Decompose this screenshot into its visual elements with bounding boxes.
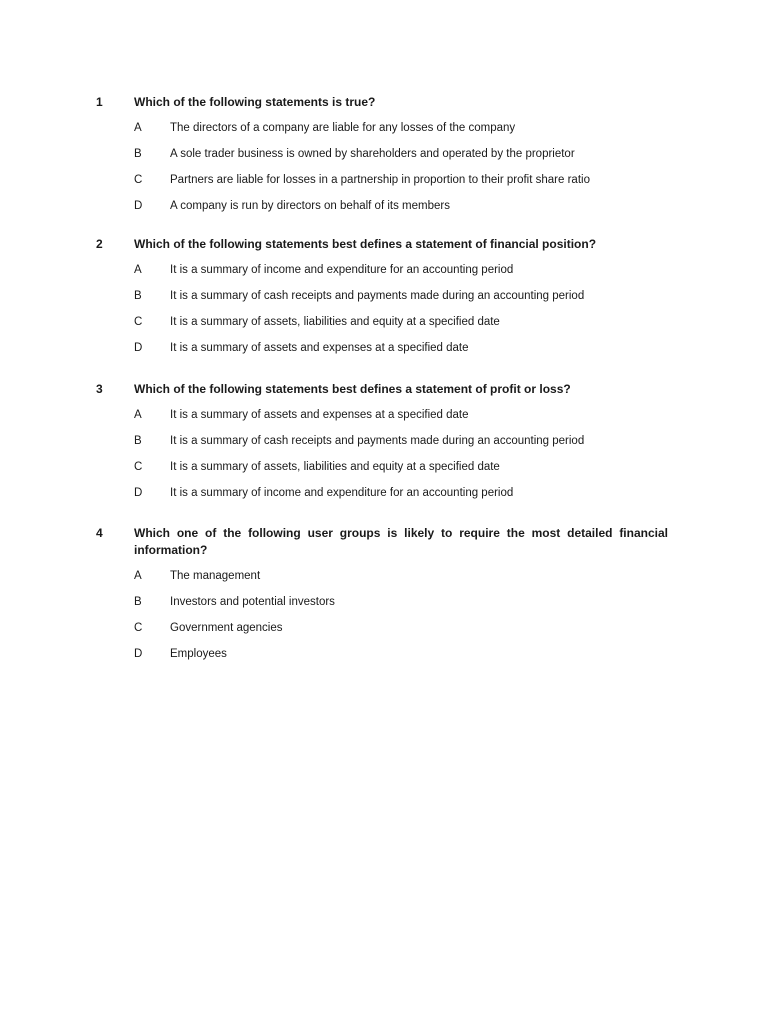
option-text: It is a summary of assets, liabilities and equity at a specified date — [170, 316, 500, 328]
option-letter: C — [134, 174, 143, 186]
option-text: Employees — [170, 648, 227, 660]
option-b — [96, 434, 668, 460]
option-b — [96, 147, 668, 173]
option-text: A sole trader business is owned by shareholders and operated by the proprietor — [170, 148, 575, 160]
option-text: Partners are liable for losses in a partnership in proportion to their profit share ratio — [170, 174, 590, 186]
option-d — [96, 341, 668, 367]
answer-options — [96, 408, 668, 512]
question-text: Which of the following statements best defines a statement of profit or loss? — [134, 382, 571, 396]
option-letter: A — [134, 122, 142, 134]
option-text: It is a summary of cash receipts and payments made during an accounting period — [170, 435, 585, 447]
option-text: Government agencies — [170, 622, 283, 634]
option-a — [96, 121, 668, 147]
option-letter: B — [134, 596, 142, 608]
option-letter: D — [134, 648, 143, 660]
option-text: The directors of a company are liable for any losses of the company — [170, 122, 516, 134]
question-number: 3 — [96, 382, 103, 396]
question-number: 1 — [96, 95, 103, 109]
option-a — [96, 569, 668, 595]
option-a — [96, 263, 668, 289]
option-b — [96, 595, 668, 621]
option-text: It is a summary of assets and expenses at a specified date — [170, 342, 469, 354]
option-letter: C — [134, 461, 143, 473]
option-text: A company is run by directors on behalf of its members — [170, 200, 450, 212]
option-c — [96, 460, 668, 486]
question-header — [96, 94, 668, 111]
option-b — [96, 289, 668, 315]
option-letter: C — [134, 622, 143, 634]
question-text: Which of the following statements is true? — [134, 95, 376, 109]
question-header — [96, 525, 668, 559]
option-letter: A — [134, 264, 142, 276]
question-1 — [96, 94, 668, 225]
option-letter: B — [134, 290, 142, 302]
option-letter: B — [134, 148, 142, 160]
question-4 — [96, 525, 668, 673]
option-letter: A — [134, 570, 142, 582]
answer-options — [96, 121, 668, 225]
question-header — [96, 236, 668, 253]
option-text: It is a summary of income and expenditure for an accounting period — [170, 487, 514, 499]
option-c — [96, 315, 668, 341]
option-letter: C — [134, 316, 143, 328]
option-a — [96, 408, 668, 434]
question-text: Which one of the following user groups is likely to require the most detailed financial information? — [134, 526, 668, 557]
answer-options — [96, 263, 668, 367]
option-letter: D — [134, 487, 143, 499]
option-letter: B — [134, 435, 142, 447]
question-3 — [96, 381, 668, 512]
option-d — [96, 647, 668, 673]
option-c — [96, 621, 668, 647]
question-text: Which of the following statements best defines a statement of financial position? — [134, 237, 597, 251]
question-number: 4 — [96, 526, 103, 540]
option-text: It is a summary of assets, liabilities and equity at a specified date — [170, 461, 500, 473]
question-header — [96, 381, 668, 398]
option-text: Investors and potential investors — [170, 596, 335, 608]
option-c — [96, 173, 668, 199]
option-text: It is a summary of cash receipts and payments made during an accounting period — [170, 290, 585, 302]
option-letter: A — [134, 409, 142, 421]
option-text: It is a summary of income and expenditure for an accounting period — [170, 264, 514, 276]
option-d — [96, 199, 668, 225]
option-text: The management — [170, 570, 261, 582]
question-2 — [96, 236, 668, 367]
question-number: 2 — [96, 237, 103, 251]
answer-options — [96, 569, 668, 673]
option-d — [96, 486, 668, 512]
option-letter: D — [134, 342, 143, 354]
option-letter: D — [134, 200, 143, 212]
option-text: It is a summary of assets and expenses at a specified date — [170, 409, 469, 421]
